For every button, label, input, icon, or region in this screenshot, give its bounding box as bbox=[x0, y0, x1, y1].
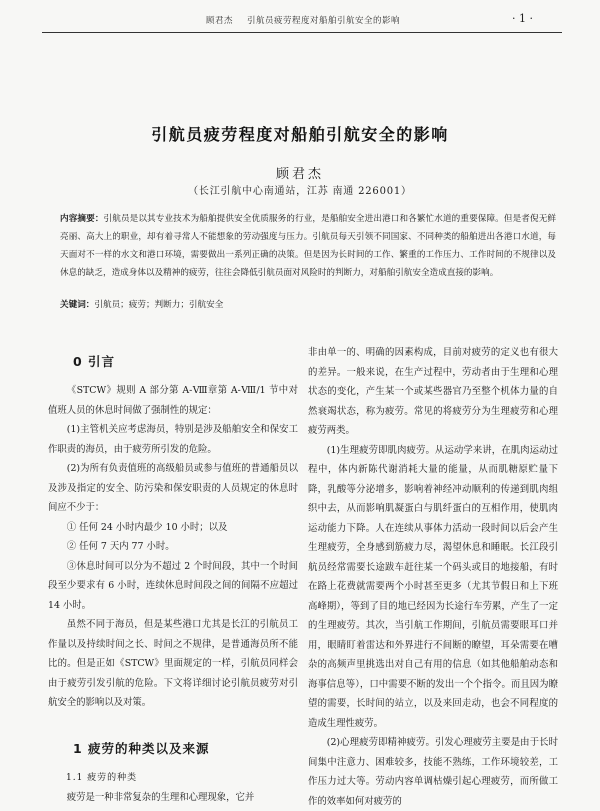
running-head bbox=[206, 14, 414, 26]
abstract-label: 内容摘要： bbox=[60, 214, 104, 224]
keywords-text: 引航员；疲劳；判断力；引航安全 bbox=[94, 300, 224, 310]
paragraph: (1)主管机关应考虑海员，特别是涉及船舶安全和保安工作职责的海员，由于疲劳所引发的危险。 bbox=[48, 424, 298, 455]
paragraph: (2)为所有负责值班的高级船员或参与值班的普通船员以及涉及指定的安全、防污染和保安职责的人员规定的休息时间应不少于： bbox=[48, 463, 298, 513]
right-column bbox=[308, 343, 558, 811]
abstract bbox=[60, 210, 556, 282]
subsection-heading: 1.1 疲劳的种类 bbox=[66, 772, 138, 783]
keywords-label: 关键词： bbox=[60, 300, 95, 310]
list-item: ① 任何 24 小时内最少 10 小时；以及 bbox=[66, 521, 228, 533]
running-head-author: 顾君杰 bbox=[206, 16, 234, 26]
section-heading-fatigue: 1 疲劳的种类以及来源 bbox=[73, 740, 210, 756]
paragraph: (1)生理疲劳即肌肉疲劳。从运动学来讲，在肌肉运动过程中，体内新陈代谢消耗大量的能量，从而肌糖原贮量下降，乳酸等分泌增多，影响着神经冲动顺利的传递到肌肉组织中去，从而影响肌凝蛋白与肌纤蛋白的互相作用，使肌肉运动能力下降。人在连续从事体力活动一段时间以后会产生生理疲劳，全身感到筋疲力尽，渴望休息和睡眠。长江段引航员经常需要长途跋车赶往某一个码头或目的地接船，有时在路上花费就需要两个小时甚至更多（尤其节假日和上下班高峰期），等到了目的地已经因为长途行车劳累，产生了一定的生理疲劳。其次，当引航工作期间，引航员需要眼耳口并用，眼睛盯着雷达和外界进行不间断的瞭望，耳朵需要在嘈杂的高频声里挑选出对自己有用的信息（如其他船舶动态和海事信息等），口中需要不断的发出一个个指令。而且因为瞭望的需要，长时间的站立，以及来回走动，也会不同程度的造成生理性疲劳。 bbox=[308, 444, 558, 729]
author-affiliation: （长江引航中心南通站，江苏 南通 226001） bbox=[188, 186, 412, 197]
left-column bbox=[48, 343, 298, 808]
paragraph: 《STCW》规则 A 部分第 A-Ⅷ章第 A-Ⅷ/1 节中对值班人员的休息时间做了强制性的规定： bbox=[48, 385, 298, 416]
paragraph: (2)心理疲劳即精神疲劳。引发心理疲劳主要是由于长时间集中注意力、困难较多，技能不熟练，工作环境较差，工作压力过大等。劳动内容单调枯燥引起心理疲劳，而所做工作的效率如何对疲劳的 bbox=[308, 737, 558, 807]
paper-author: 顾君杰 bbox=[275, 167, 324, 182]
paragraph: ③休息时间可以分为不超过 2 个时间段，其中一个时间段至少要求有 6 小时，连续休息时间段之间的间隔不应超过 14 小时。 bbox=[48, 560, 298, 611]
running-head-title: 引航员疲劳程度对船舶引航安全的影响 bbox=[247, 16, 401, 26]
keywords bbox=[60, 297, 556, 313]
page-number: · 1 · bbox=[512, 12, 533, 25]
page-header bbox=[0, 0, 600, 40]
paragraph: 虽然不同于海员，但是某些港口尤其是长江的引航员工作量以及持续时间之长、时间之不规律，是普通海员所不能比的。但是正如《STCW》里面规定的一样，引航员同样会由于疲劳引发引航的危险。下文将详细讨论引航员疲劳对引航安全的影响以及对策。 bbox=[48, 619, 298, 708]
paragraph: 疲劳是一种非常复杂的生理和心理现象，它并 bbox=[66, 792, 255, 803]
paper-title: 引航员疲劳程度对船舶引航安全的影响 bbox=[151, 125, 449, 144]
list-item: ② 任何 7 天内 77 小时。 bbox=[66, 541, 175, 552]
paragraph: 非由单一的、明确的因素构成，目前对疲劳的定义也有很大的差异。一般来说，在生产过程中，劳动者由于生理和心理状态的变化，产生某一个或某些器官乃至整个机体力量的自然衰竭状态，称为疲劳。常见的将疲劳分为生理疲劳和心理疲劳两类。 bbox=[308, 347, 558, 436]
header-rule bbox=[42, 32, 562, 33]
section-heading-intro: 0 引言 bbox=[73, 354, 116, 369]
abstract-text: 引航员是以其专业技术为船舶提供安全优质服务的行业，是船舶安全进出港口和各繁忙水道的重要保障。但是者倪无鲜亮丽、高大上的职业，却有着寻常人不能想象的劳动强度与压力。引航员每天引领不同国家、不同种类的船舶进出各港口水道，每天面对不一样的水文和港口环境，需要做出一系列正确的决策。但是因为长时间的工作、繁重的工作压力、工作时间的不规律以及休息的缺乏，造成身体以及精神的疲劳，往往会降低引航员面对风险时的判断力，对船舶引航安全造成直接的影响。 bbox=[60, 214, 556, 278]
